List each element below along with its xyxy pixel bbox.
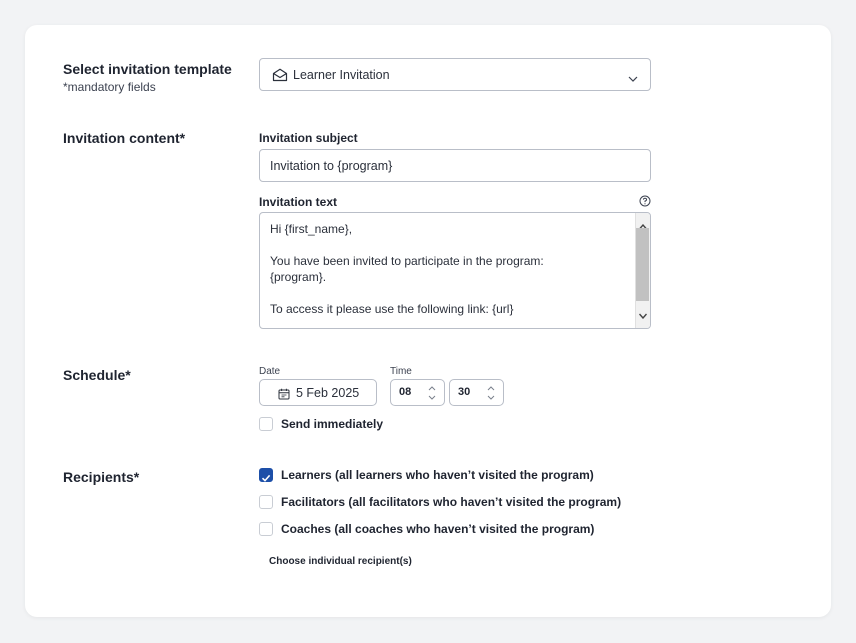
facilitators-checkbox[interactable] xyxy=(259,495,273,509)
help-icon[interactable] xyxy=(639,194,651,212)
hour-value: 08 xyxy=(399,386,412,398)
content-section-heading: Invitation content* xyxy=(63,130,186,146)
text-line: To access it please use the following link: {url} xyxy=(270,302,514,316)
scrollbar-thumb[interactable] xyxy=(636,228,649,301)
date-value: 5 Feb 2025 xyxy=(296,386,360,400)
coaches-checkbox[interactable] xyxy=(259,522,273,536)
date-label: Date xyxy=(259,366,281,377)
time-label: Time xyxy=(390,366,412,377)
textarea-scrollbar[interactable] xyxy=(635,213,650,328)
invitation-form-card xyxy=(25,25,831,617)
text-line xyxy=(270,237,630,253)
date-picker[interactable] xyxy=(259,379,377,406)
invitation-text-content xyxy=(270,221,630,317)
template-section-heading: Select invitation template xyxy=(63,61,232,77)
subject-input-value: Invitation to {program} xyxy=(270,159,393,173)
learners-checkbox[interactable] xyxy=(259,468,273,482)
learners-label: Learners (all learners who haven’t visited the program) xyxy=(281,468,594,482)
scroll-down-icon[interactable] xyxy=(639,306,647,324)
minute-stepper[interactable] xyxy=(449,379,504,406)
schedule-section-heading: Schedule* xyxy=(63,367,131,383)
subject-input[interactable] xyxy=(259,149,651,182)
stepper-arrows-icon[interactable] xyxy=(486,384,496,407)
send-immediately-checkbox[interactable] xyxy=(259,417,273,431)
coaches-label: Coaches (all coaches who haven’t visited the program) xyxy=(281,522,595,536)
envelope-open-icon xyxy=(272,68,288,87)
send-immediately-label: Send immediately xyxy=(281,417,384,431)
facilitators-label: Facilitators (all facilitators who haven’t visited the program) xyxy=(281,495,622,509)
template-select[interactable] xyxy=(259,58,651,91)
text-line: You have been invited to participate in the program: xyxy=(270,254,544,268)
mandatory-fields-note: *mandatory fields xyxy=(63,80,156,94)
stepper-arrows-icon[interactable] xyxy=(427,384,437,407)
hour-stepper[interactable] xyxy=(390,379,445,406)
choose-individual-recipients-link[interactable]: Choose individual recipient(s) xyxy=(269,556,412,567)
text-line: Hi {first_name}, xyxy=(270,222,353,236)
text-line xyxy=(270,285,630,301)
template-select-value: Learner Invitation xyxy=(293,68,390,82)
calendar-icon xyxy=(278,387,290,405)
chevron-down-icon xyxy=(628,70,638,88)
text-line: {program}. xyxy=(270,270,327,284)
check-icon xyxy=(261,470,271,488)
subject-label: Invitation subject xyxy=(259,131,358,145)
invitation-text-area[interactable] xyxy=(259,212,651,329)
invitation-text-label: Invitation text xyxy=(259,195,338,209)
recipients-section-heading: Recipients* xyxy=(63,469,140,485)
minute-value: 30 xyxy=(458,386,471,398)
